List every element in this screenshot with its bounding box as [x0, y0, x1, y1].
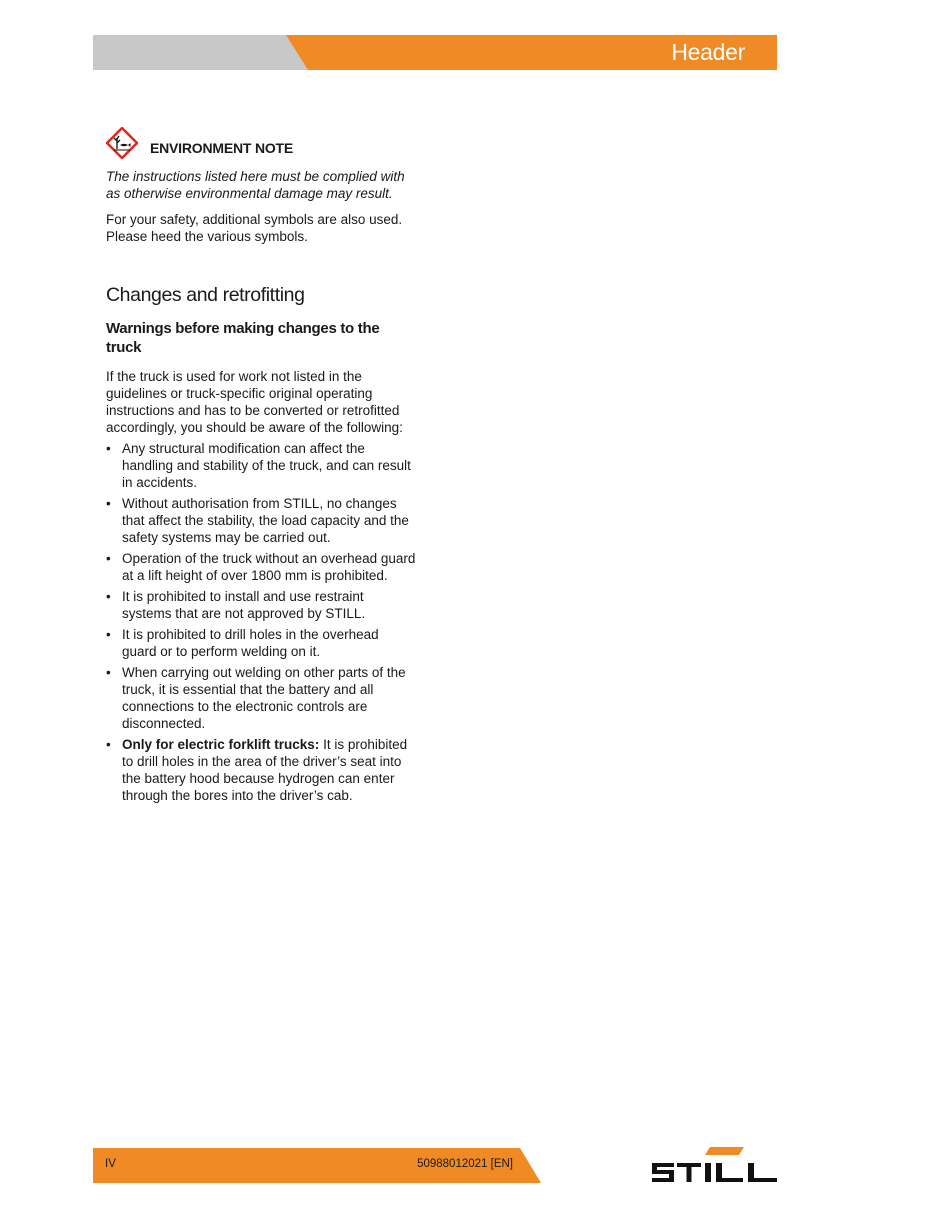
page-footer — [93, 1148, 543, 1183]
page-number: IV — [105, 1158, 116, 1170]
still-logo — [652, 1146, 778, 1186]
list-item — [106, 664, 416, 732]
document-number: 50988012021 [EN] — [417, 1158, 513, 1170]
list-item-text: It is prohibited to install and use restraint systems that are not approved by STILL. — [122, 589, 366, 621]
list-item-text: When carrying out welding on other parts of the truck, it is essential that the battery and all connections to the electronic controls are disconnected. — [122, 665, 406, 731]
safety-text: For your safety, additional symbols are also used. Please heed the various symbols. — [106, 212, 403, 244]
warning-list — [106, 440, 416, 804]
list-item — [106, 626, 416, 660]
list-item-text: It is prohibited to drill holes in the area of the driver’s seat into the battery hood because hydrogen can enter through the bores into the driver’s cab. — [122, 737, 408, 803]
section-intro: If the truck is used for work not listed in the guidelines or truck-specific original operating instructions and has to be converted or retrofitted accordingly, you should be aware of the following: — [106, 369, 403, 435]
section-title: Changes and retrofitting — [106, 284, 305, 306]
environment-note-title: ENVIRONMENT NOTE — [150, 140, 294, 156]
page-header — [93, 35, 777, 70]
list-item-text: Any structural modification can affect the handling and stability of the truck, and can result in accidents. — [122, 441, 411, 490]
list-item — [106, 588, 416, 622]
list-item-text: It is prohibited to drill holes in the overhead guard or to perform welding on it. — [122, 627, 379, 659]
environment-note-text: The instructions listed here must be complied with as otherwise environmental damage may result. — [106, 169, 405, 201]
list-item-text: Operation of the truck without an overhead guard at a lift height of over 1800 mm is prohibited. — [122, 551, 416, 583]
list-item-text: Without authorisation from STILL, no changes that affect the stability, the load capacity and the safety systems may be carried out. — [122, 496, 409, 545]
bullet: • — [106, 441, 111, 456]
list-item — [106, 495, 416, 546]
list-item — [106, 440, 416, 491]
header-title: Header — [671, 39, 745, 65]
list-item-lead: Only for electric forklift trucks: — [122, 737, 320, 752]
bullet: • — [106, 665, 111, 680]
bullet: • — [106, 737, 111, 752]
bullet: • — [106, 496, 111, 511]
environment-note — [106, 126, 416, 164]
bullet: • — [106, 627, 111, 642]
main-content — [106, 126, 416, 804]
bullet: • — [106, 551, 111, 566]
section-subtitle: Warnings before making changes to the truck — [106, 320, 380, 356]
environment-hazard-icon — [106, 127, 138, 159]
bullet: • — [106, 589, 111, 604]
list-item — [106, 736, 416, 804]
list-item — [106, 550, 416, 584]
